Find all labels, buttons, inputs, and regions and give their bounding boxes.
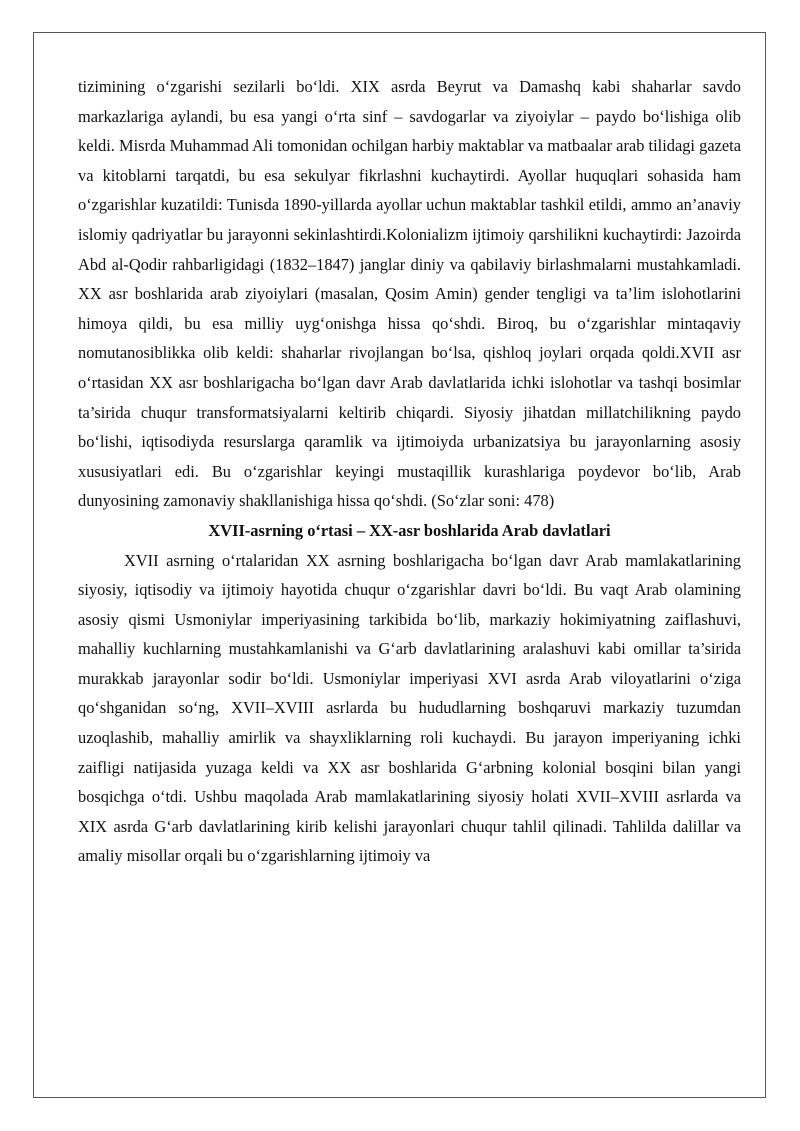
body-paragraph: XVII asrning o‘rtalaridan XX asrning boshlarigacha bo‘lgan davr Arab mamlakatlarining siyosiy, iqtisodiy va ijtimoiy hayotida chuqur o‘zgarishlar davri bo‘ldi. Bu vaqt Arab olamining asosiy qismi Usmoniylar imperiyasining tarkibida bo‘lib, markaziy hokimiyatning zaiflashuvi, mahalliy kuchlarning mustahkamlanishi va G‘arb davlatlarining aralashuvi kabi omillar ta’sirida murakkab jarayonlar sodir bo‘ldi. Usmoniylar imperiyasi XVI asrda Arab viloyatlarini o‘ziga qo‘shganidan so‘ng, XVII–XVIII asrlarda bu hududlarning boshqaruvi markaziy tuzumdan uzoqlashib, mahalliy amirlik va shayxliklarning roli kuchaydi. Bu jarayon imperiyaning ichki zaifligi natijasida yuzaga keldi va XX asr boshlarida G‘arbning kolonial bosqini bilan yangi bosqichga o‘tdi. Ushbu maqolada Arab mamlakatlarining siyosiy holati XVII–XVIII asrlarda va XIX asrda G‘arb davlatlarining kirib kelishi jarayonlari chuqur tahlil qilinadi. Tahlilda dalillar va amaliy misollar orqali bu o‘zgarishlarning ijtimoiy va bbox=[78, 550, 741, 866]
section-heading: XVII-asrning o‘rtasi – XX-asr boshlarida Arab davlatlari bbox=[208, 520, 611, 540]
document-body bbox=[78, 72, 741, 871]
body-paragraph: tizimining o‘zgarishi sezilarli bo‘ldi. XIX asrda Beyrut va Damashq kabi shaharlar savdo markazlariga aylandi, bu esa yangi o‘rta sinf – savdogarlar va ziyoiylar – paydo bo‘lishiga olib keldi. Misrda Muhammad Ali tomonidan ochilgan harbiy maktablar va matbaalar arab tilidagi gazeta va kitoblarni tarqatdi, bu esa sekulyar fikrlashni kuchaytirdi. Ayollar huquqlari sohasida ham o‘zgarishlar kuzatildi: Tunisda 1890-yillarda ayollar uchun maktablar tashkil etildi, ammo an’anaviy islomiy qadriyatlar bu jarayonni sekinlashtirdi.Kolonializm ijtimoiy qarshilikni kuchaytirdi: Jazoirda Abd al-Qodir rahbarligidagi (1832–1847) janglar diniy va qabilaviy birlashmalarni mustahkamladi. XX asr boshlarida arab ziyoiylari (masalan, Qosim Amin) gender tengligi va ta’lim islohotlarini himoya qildi, bu esa milliy uyg‘onishga hissa qo‘shdi. Biroq, bu o‘zgarishlar mintaqaviy nomutanosiblikka olib keldi: shaharlar rivojlangan bo‘lsa, qishloq joylari orqada qoldi.XVII asr o‘rtasidan XX asr boshlarigacha bo‘lgan davr Arab davlatlarida ichki islohotlar va tashqi bosimlar ta’sirida chuqur transformatsiyalarni keltirib chiqardi. Siyosiy jihatdan millatchilikning paydo bo‘lishi, iqtisodiyda resurslarga qaramlik va ijtimoiyda urbanizatsiya bu jarayonlarning asosiy xususiyatlari edi. Bu o‘zgarishlar keyingi mustaqillik kurashlariga poydevor bo‘lib, Arab dunyosining zamonaviy shakllanishiga hissa qo‘shdi. (So‘zlar soni: 478) bbox=[78, 77, 741, 511]
